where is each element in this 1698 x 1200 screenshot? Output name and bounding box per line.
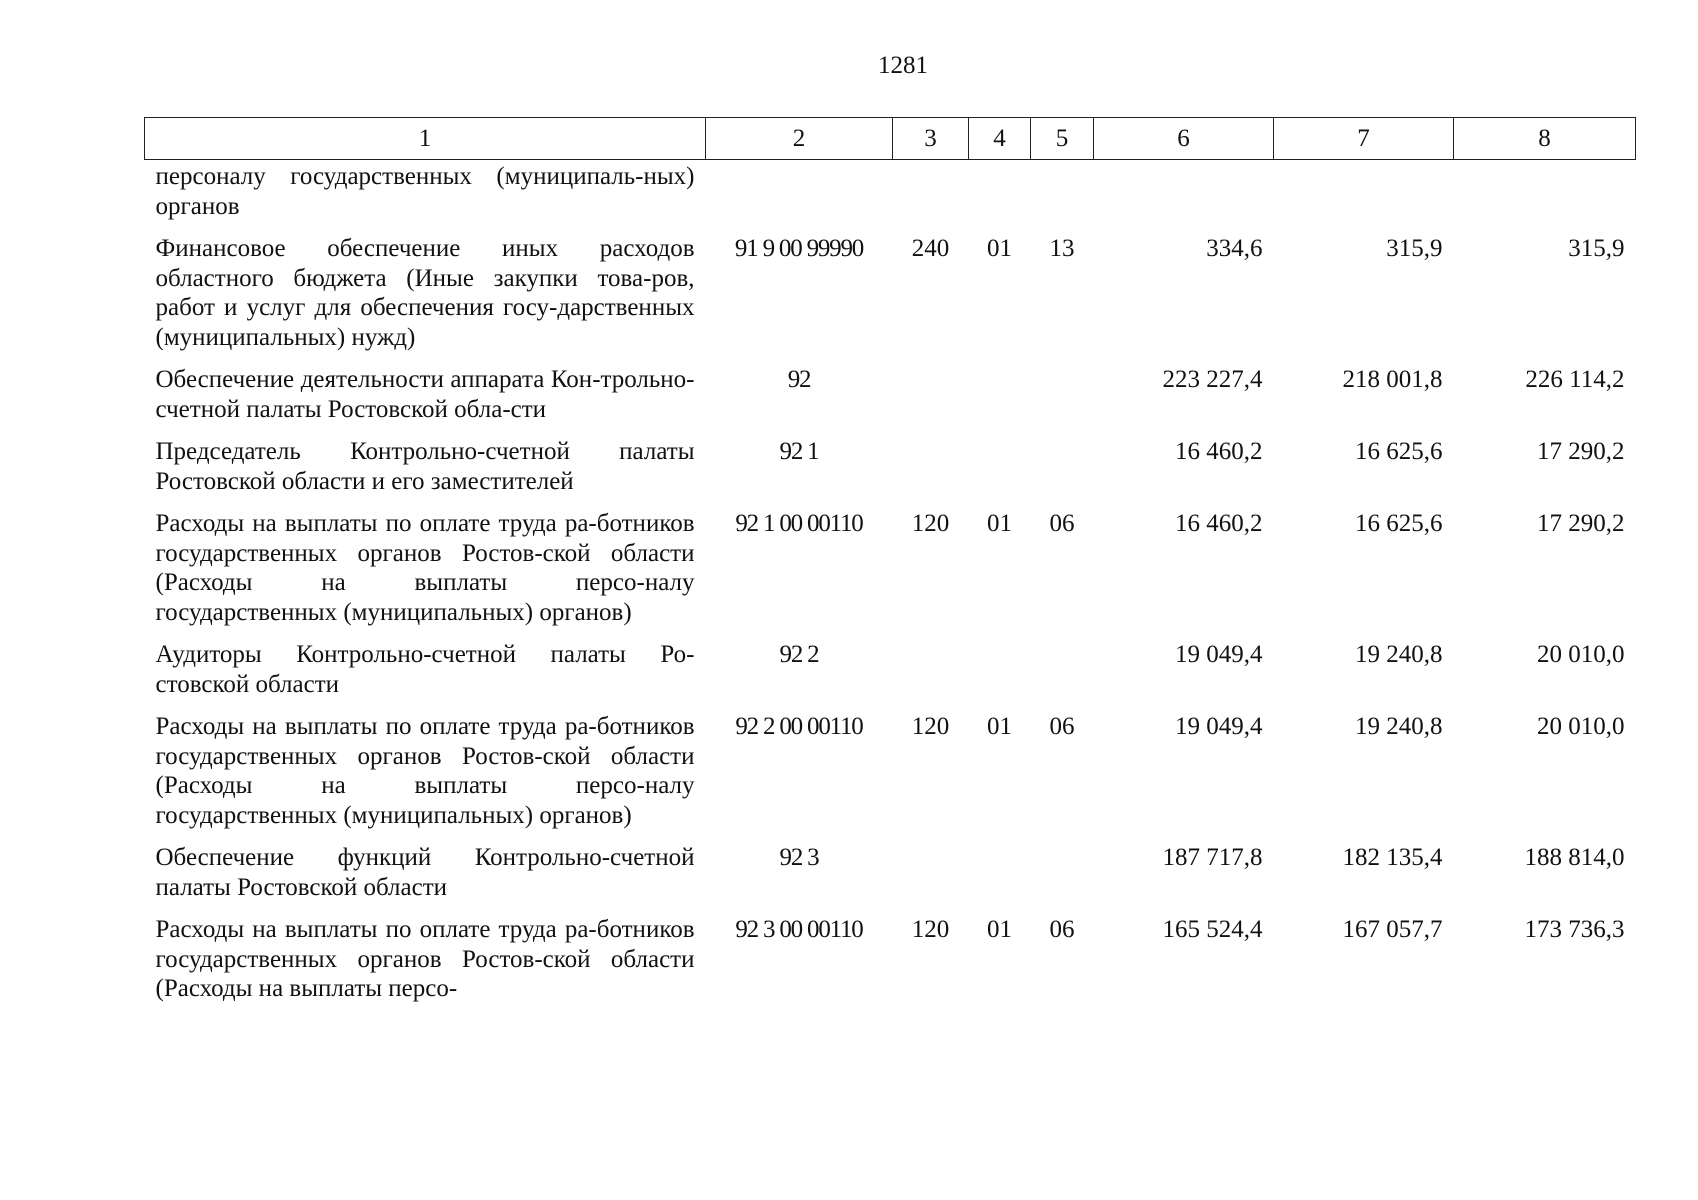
row-target-code [706,160,893,235]
row-expense-type [893,437,969,509]
header-col-1: 1 [145,118,706,160]
row-target-code: 92 2 [779,641,819,668]
row-value-col-6: 334,6 [1206,235,1263,262]
header-col-5: 5 [1031,118,1094,160]
row-target-code: 92 3 [779,844,819,871]
row-section [969,640,1031,712]
row-expense-type: 120 [911,916,950,943]
row-value-col-6: 165 524,4 [1162,916,1263,943]
row-target-code: 92 [787,366,811,393]
row-value-col-7: 167 057,7 [1342,916,1443,943]
row-target-code: 92 1 [779,438,819,465]
row-section: 01 [987,713,1012,740]
row-name: Аудиторы Контрольно-счетной палаты Ро-стовской области [155,641,695,698]
header-col-4: 4 [969,118,1031,160]
page-number: 1281 [878,52,928,79]
row-section [969,437,1031,509]
row-value-col-8: 17 290,2 [1537,438,1625,465]
row-name: Обеспечение функций Контрольно-счетной палаты Ростовской области [155,844,695,901]
row-expense-type [893,160,969,235]
row-expense-type: 240 [911,235,950,262]
row-value-col-6: 16 460,2 [1175,510,1263,537]
row-subsection [1031,160,1094,235]
row-expense-type [893,843,969,915]
row-value-col-7 [1274,160,1454,235]
row-subsection: 06 [1049,510,1075,537]
row-value-col-7: 218 001,8 [1342,366,1443,393]
row-section [969,843,1031,915]
row-value-col-6: 16 460,2 [1175,438,1263,465]
row-value-col-8: 173 736,3 [1524,916,1625,943]
row-value-col-6: 19 049,4 [1175,641,1263,668]
table-body [145,160,1636,1017]
row-value-col-7: 19 240,8 [1355,641,1443,668]
header-col-7: 7 [1274,118,1454,160]
header-col-6: 6 [1094,118,1274,160]
header-row [145,118,1636,160]
row-value-col-6: 223 227,4 [1162,366,1263,393]
table-row [145,915,1636,1017]
row-value-col-8: 188 814,0 [1524,844,1625,871]
table-row [145,640,1636,712]
header-col-8: 8 [1454,118,1636,160]
row-value-col-8: 17 290,2 [1537,510,1625,537]
table-row [145,843,1636,915]
row-value-col-8 [1454,160,1636,235]
row-subsection: 13 [1049,235,1075,262]
header-col-3: 3 [893,118,969,160]
table-row [145,509,1636,640]
row-section: 01 [987,916,1012,943]
table-row [145,365,1636,437]
row-value-col-8: 226 114,2 [1525,366,1625,393]
row-subsection [1031,843,1094,915]
table-row [145,234,1636,365]
row-value-col-6: 19 049,4 [1175,713,1263,740]
row-section: 01 [987,510,1012,537]
header-col-2: 2 [706,118,893,160]
row-target-code: 92 1 00 00110 [735,510,863,537]
row-value-col-6: 187 717,8 [1162,844,1263,871]
row-value-col-7: 315,9 [1386,235,1443,262]
row-expense-type: 120 [911,510,950,537]
row-subsection [1031,365,1094,437]
row-subsection [1031,640,1094,712]
row-value-col-7: 16 625,6 [1355,438,1443,465]
row-subsection: 06 [1049,916,1075,943]
row-value-col-8: 20 010,0 [1537,713,1625,740]
row-expense-type [893,365,969,437]
row-value-col-8: 315,9 [1568,235,1625,262]
row-value-col-7: 182 135,4 [1342,844,1443,871]
row-section [969,160,1031,235]
row-section: 01 [987,235,1012,262]
row-target-code: 91 9 00 99990 [734,235,864,262]
table-header [145,118,1636,160]
row-name: Расходы на выплаты по оплате труда ра-ботников государственных органов Ростов-ской области (Расходы на выплаты персо- [155,916,695,1002]
table-row [145,437,1636,509]
table-row [145,160,1636,235]
row-expense-type [893,640,969,712]
row-expense-type: 120 [911,713,950,740]
row-name: Расходы на выплаты по оплате труда ра-ботников государственных органов Ростов-ской области (Расходы на выплаты персо-налу государственных (муниципальных) органов) [155,713,695,829]
row-value-col-6 [1094,160,1274,235]
table-row [145,712,1636,843]
row-subsection: 06 [1049,713,1075,740]
row-name: персоналу государственных (муниципаль-ных) органов [155,163,695,220]
row-value-col-7: 16 625,6 [1355,510,1443,537]
row-name: Финансовое обеспечение иных расходов областного бюджета (Иные закупки това-ров, работ и услуг для обеспечения госу-дарственных (муниципальных) нужд) [155,235,695,351]
row-section [969,365,1031,437]
row-value-col-8: 20 010,0 [1537,641,1625,668]
row-name: Обеспечение деятельности аппарата Кон-трольно-счетной палаты Ростовской обла-сти [155,366,695,423]
row-target-code: 92 2 00 00110 [735,713,863,740]
row-name: Расходы на выплаты по оплате труда ра-ботников государственных органов Ростов-ской области (Расходы на выплаты персо-налу государственных (муниципальных) органов) [155,510,695,626]
row-name: Председатель Контрольно-счетной палаты Ростовской области и его заместителей [155,438,695,495]
row-value-col-7: 19 240,8 [1355,713,1443,740]
budget-table [144,117,1636,1017]
row-target-code: 92 3 00 00110 [735,916,863,943]
row-subsection [1031,437,1094,509]
